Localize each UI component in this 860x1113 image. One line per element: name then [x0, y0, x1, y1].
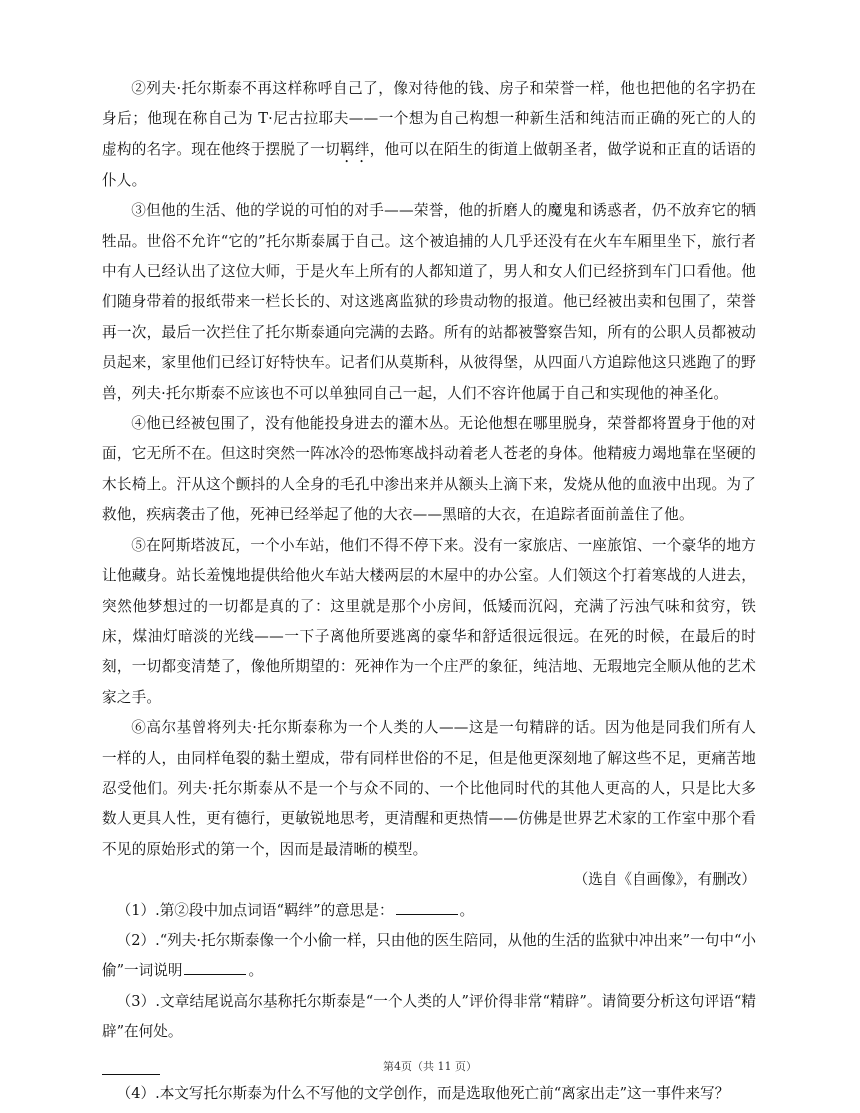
- page-footer: 第4页（共 11 页）: [383, 1060, 477, 1073]
- source-citation: （选自《自画像》，有删改）: [573, 871, 756, 889]
- paragraph-4: ④他已经被包围了，没有他能投身进去的灌木丛。无论他想在哪里脱身，荣誉都将置身于他的对面，它无所不在。但这时突然一阵冰冷的恐怖寒战抖动着老人苍老的身体。他精疲力竭地靠在坚硬的木长椅上。汗从这个颤抖的人全身的毛孔中渗出来并从额头上滴下来，发烧从他的血液中出现。为了救他，疾病袭击了他，死神已经举起了他的大衣——黑暗的大衣，在追踪者面前盖住了他。: [102, 415, 756, 524]
- question-2-text: （2）.“列夫·托尔斯泰像一个小偷一样，只由他的医生陪同，从他的生活的监狱中冲出来”一句中“小偷”一词说明: [102, 931, 756, 980]
- paragraph-2-text-end: ，他可以在陌生的街道上做朝圣者，做学说和正直的话语的仆人。: [102, 140, 756, 189]
- answer-blank-2[interactable]: [184, 956, 246, 975]
- paragraph-5: ⑤在阿斯塔波瓦，一个小车站，他们不得不停下来。没有一家旅店、一座旅馆、一个豪华的地方让他藏身。站长羞愧地提供给他火车站大楼两层的木屋中的办公室。人们领这个打着寒战的人进去，突然他梦想过的一切都是真的了：这里就是那个小房间，低矮而沉闷，充满了污浊气味和贫穷，铁床，煤油灯暗淡的光线——一下子离他所要逃离的豪华和舒适很远很远。在死的时候，在最后的时刻，一切都变清楚了，像他所期望的：死神作为一个庄严的象征，纯洁地、无瑕地完全顺从他的艺术家之手。: [102, 536, 756, 706]
- question-1-end: 。: [459, 901, 475, 919]
- question-2-end: 。: [248, 962, 264, 980]
- question-1-text: （1）.第②段中加点词语“羁绊”的意思是：: [116, 901, 394, 919]
- dotted-word: 羁绊: [339, 140, 370, 158]
- question-3: （3）.文章结尾说高尔基称托尔斯泰是“一个人类的人”评价得非常“精辟”。请简要分析这句评语“精辟”在何处。: [102, 992, 756, 1041]
- paragraph-2-text-start: ②列夫·托尔斯泰不再这样称呼自己了，像对待他的钱、房子和荣誉一样，他也把他的名字扔在身后；他现在称自己为 T·尼古拉耶夫——一个想为自己构想一种新生活和纯洁而正确的死亡的人的虚构的名字。现在他终于摆脱了一切: [102, 80, 756, 158]
- paragraph-3: ③但他的生活、他的学说的可怕的对手——荣誉，他的折磨人的魔鬼和诱惑者，仍不放弃它的牺牲品。世俗不允许“它的”托尔斯泰属于自己。这个被追捕的人几乎还没有在火车车厢里坐下，旅行者中有人已经认出了这位大师，于是火车上所有的人都知道了，男人和女人们已经挤到车门口看他。他们随身带着的报纸带来一栏长长的、对这逃离监狱的珍贵动物的报道。他已经被出卖和包围了，荣誉再一次，最后一次拦住了托尔斯泰通向完满的去路。所有的站都被警察告知，所有的公职人员都被动员起来，家里他们已经订好特快车。记者们从莫斯科，从彼得堡，从四面八方追踪他这只逃跑了的野兽，列夫·托尔斯泰不应该也不可以单独同自己一起，人们不容许他属于自己和实现他的神圣化。: [102, 202, 756, 402]
- document-body: [102, 74, 756, 1109]
- paragraph-6: ⑥高尔基曾将列夫·托尔斯泰称为一个人类的人——这是一句精辟的话。因为他是同我们所有人一样的人，由同样龟裂的黏土塑成，带有同样世俗的不足，但是他更深刻地了解这些不足，更痛苦地忍受他们。列夫·托尔斯泰从不是一个与众不同的、一个比他同时代的其他人更高的人，只是比大多数人更具人性，更有德行，更敏锐地思考，更清醒和更热情——仿佛是世界艺术家的工作室中那个看不见的原始形式的第一个，因而是最清晰的模型。: [102, 719, 756, 858]
- answer-blank-1[interactable]: [396, 896, 458, 915]
- paragraph-2: [102, 74, 756, 196]
- question-2: [102, 926, 756, 987]
- question-4: （4）.本文写托尔斯泰为什么不写他的文学创作，而是选取他死亡前“离家出走”这一事件来写？: [116, 1084, 730, 1102]
- question-1: [102, 896, 756, 926]
